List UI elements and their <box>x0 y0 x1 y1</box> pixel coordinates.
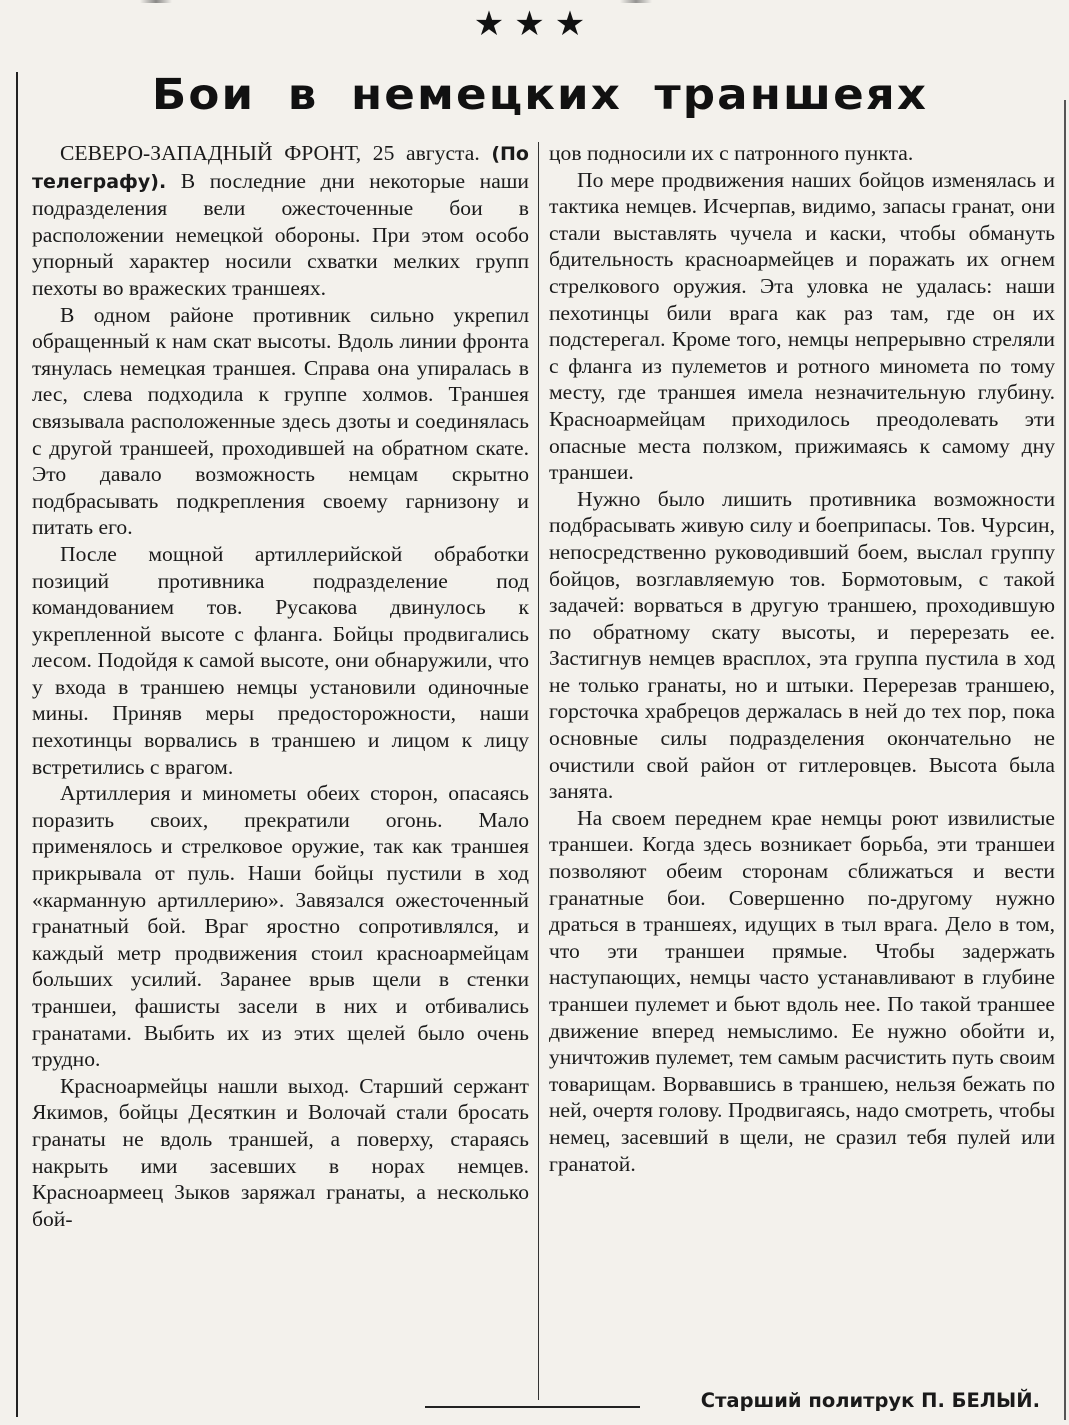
paragraph-text: В последние дни некоторые наши подразделения вели ожесточенные бои в расположении немецкой обороны. При этом особо упорный характер носили схватки мелких групп пехоты во вражеских траншеях. <box>32 168 529 300</box>
source-note: (По телеграфу). <box>32 143 529 193</box>
three-stars-ornament: ★★★ <box>473 4 596 44</box>
article-paragraph-continued: цов подносили их с патронного пункта. <box>549 141 914 165</box>
article-paragraph: Артиллерия и минометы обеих сторон, опасаясь поразить своих, прекратили огонь. Мало применялось и стрелковое оружие, так как траншея прикрывала от пуль. Наши бойцы пустили в ход «карманную артиллерию». Завязался ожесточенный гранатный бой. Враг яростно сопротивлялся, и каждый метр продвижения стоил красноармейцам больших усилий. Заранее врыв щели в стенки траншеи, фашисты засели в них и отбивались гранатами. Выбить их из этих щелей было очень трудно. <box>32 781 529 1072</box>
article-headline: Бои в немецких траншеях <box>151 70 929 120</box>
author-signature: Старший политрук П. БЕЛЫЙ. <box>700 1389 1040 1412</box>
previous-article-edge <box>140 0 940 3</box>
article-paragraph: На своем переднем крае немцы роют извилистые траншеи. Когда здесь возникает борьба, эти траншеи позволяют обеим сторонам сближаться и вести гранатные бои. Совершенно по-другому нужно драться в траншеях, идущих в тыл врага. Дело в том, что эти траншеи прямые. Чтобы задержать наступающих, немцы часто устанавливают в глубине траншеи пулемет и бьют вдоль нее. По такой траншее движение вперед немыслимо. Ее нужно обойти и, уничтожив пулемет, тем самым расчистить путь своим товарищам. Ворвавшись в траншею, нельзя бежать по ней, очертя голову. Продвигаясь, надо смотреть, чтобы немец, засевший в щели, не сразил тебя пулей или гранатой. <box>549 805 1055 1176</box>
right-border-rule <box>1064 100 1066 1420</box>
article-paragraph: По мере продвижения наших бойцов изменялась и тактика немцев. Исчерпав, видимо, запасы гранат, они стали выставлять чучела и каски, чтобы обмануть бдительность красноармейцев и поражать их огнем стрелкового оружия. Эта уловка не удалась: наши пехотинцы били врага как раз там, где он их подстерегал. Кроме того, немцы непрерывно стреляли с фланга из пулеметов и ротного миномета по тому месту, где траншея имела незначительную глубину. Красноармейцам приходилось преодолевать эти опасные места ползком, прижимаясь к самому дну траншеи. <box>549 167 1055 485</box>
article-paragraph: Красноармейцы нашли выход. Старший сержант Якимов, бойцы Десяткин и Волочай стали бросать гранаты не вдоль траншей, а поверху, стараясь накрыть ими засевших в норах немцев. Красноармеец Зыков заряжал гранаты, а несколько бой- <box>32 1073 529 1231</box>
column-divider <box>538 142 539 1400</box>
adjacent-column-fragment <box>0 230 10 730</box>
article-paragraph <box>32 140 529 302</box>
article-paragraph: В одном районе противник сильно укрепил обращенный к нам скат высоты. Вдоль линии фронта тянулась немецкая траншея. Справа она упиралась в лес, слева подходила к группе холмов. Траншея связывала расположенные здесь дзоты и соединялась с другой траншеей, проходившей на обратном скате. Это давало возможность немцам скрытно подбрасывать подкрепления своему гарнизону и питать его. <box>32 302 529 540</box>
article-paragraph: После мощной артиллерийской обработки позиций противника подразделение под командованием тов. Русакова двинулось к укрепленной высоте с фланга. Бойцы продвигались лесом. Подойдя к самой высоте, они обнаружили, что у входа в траншею немцы установили одиночные мины. Приняв меры предосторожности, наши пехотинцы ворвались в траншею и лицом к лицу встретились с врагом. <box>32 541 529 779</box>
article-column-right <box>549 140 1055 1177</box>
article-paragraph: Нужно было лишить противника возможности подбрасывать живую силу и боеприпасы. Тов. Чурсин, непосредственно руководивший боем, выслал группу бойцов, возглавляемую тов. Бормотовым, с такой задачей: ворваться в другую траншею, проходившую по обратному скату высоты, и перерезать ее. Застигнув немцев врасплох, эта группа пустила в ход не только гранаты, но и штыки. Перерезав траншею, горсточка храбрецов держалась в ней до тех пор, пока основные силы подразделения окончательно не очистили свой район от гитлеровцев. Высота была занята. <box>549 486 1055 804</box>
article-end-rule <box>425 1406 640 1408</box>
dateline: СЕВЕРО-ЗАПАДНЫЙ ФРОНТ, 25 августа. <box>60 141 480 165</box>
left-border-rule <box>16 72 18 1417</box>
article-column-left <box>32 140 529 1232</box>
